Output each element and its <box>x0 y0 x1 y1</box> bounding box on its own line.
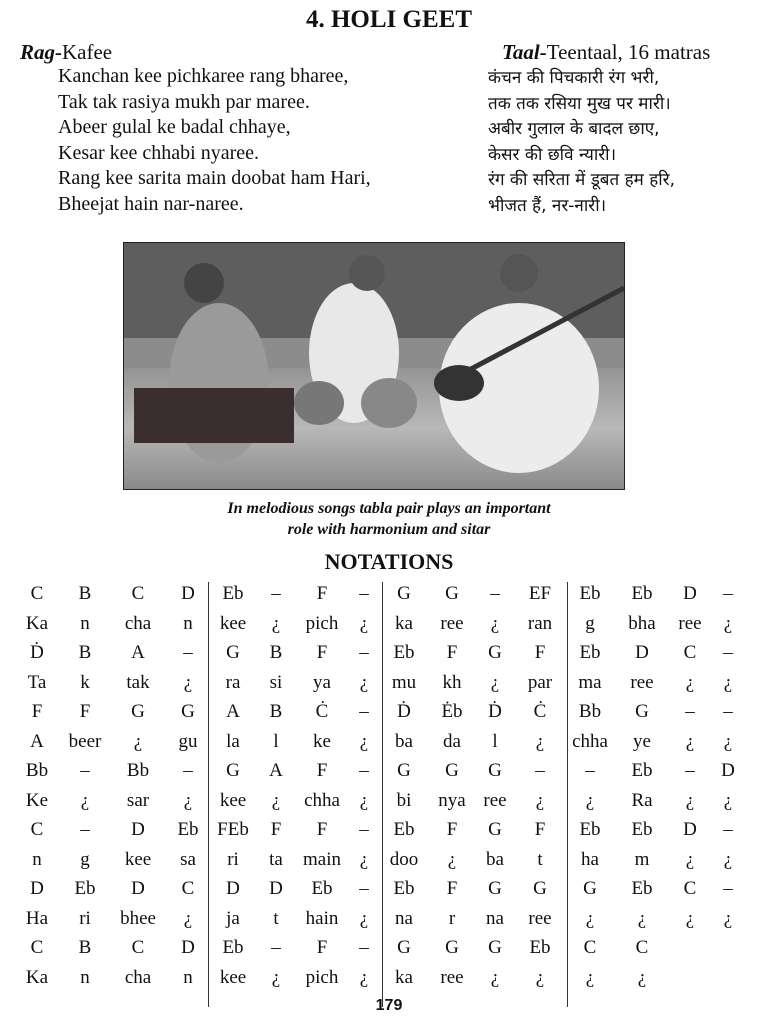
swar-note: F <box>316 642 328 663</box>
lyric-syllable: ¿ <box>359 730 369 752</box>
swar-note: G <box>488 642 502 663</box>
swar-note: – <box>80 760 90 781</box>
swar-note: EF <box>528 583 552 604</box>
lyric-syllable: ¿ <box>183 907 193 929</box>
swar-note: G <box>488 878 502 899</box>
swar-note: Eb <box>311 878 333 899</box>
swar-note: – <box>183 760 193 781</box>
swar-note: FEb <box>217 819 249 840</box>
lyric-syllable: ¿ <box>490 612 500 634</box>
swar-note: Ḋ <box>30 642 44 663</box>
swar-note: – <box>723 642 733 663</box>
lyric-syllable: kee <box>124 848 152 870</box>
swar-note: G <box>488 937 502 958</box>
lyric-syllable: ¿ <box>271 966 281 988</box>
lyric-syllable: n <box>183 966 193 988</box>
lyric-syllable: chha <box>572 730 608 752</box>
lyric-syllable: ¿ <box>447 848 457 870</box>
swar-note: D <box>131 819 145 840</box>
lyric-syllable: ka <box>395 966 413 988</box>
swar-note: D <box>181 583 195 604</box>
lyric-syllable: ba <box>395 730 413 752</box>
swar-note: Eb <box>222 937 244 958</box>
swar-note: G <box>226 642 240 663</box>
lyric-syllable: ¿ <box>535 789 545 811</box>
swar-note: Eb <box>393 819 415 840</box>
swar-note: Ċ <box>533 701 547 722</box>
swar-note: C <box>30 583 44 604</box>
lyric-syllable: ¿ <box>723 671 733 693</box>
lyric-syllable: doo <box>389 848 419 870</box>
notations-heading: NOTATIONS <box>324 549 454 574</box>
lyric-syllable: l <box>273 730 279 752</box>
hindi-line: कंचन की पिचकारी रंग भरी, <box>488 68 660 88</box>
swar-note: – <box>80 819 90 840</box>
lyric-syllable: t <box>537 848 543 870</box>
lyric-syllable: kh <box>442 671 462 693</box>
lyric-syllable: n <box>32 848 42 870</box>
hindi-line: तक तक रसिया मुख पर मारी। <box>488 93 671 114</box>
swar-note: Eb <box>631 878 653 899</box>
swar-note: C <box>583 937 597 958</box>
swar-note: Eb <box>631 760 653 781</box>
lyric-syllable: ¿ <box>359 848 369 870</box>
swar-note: Eb <box>74 878 96 899</box>
swar-note: C <box>131 583 145 604</box>
swar-note: F <box>316 937 328 958</box>
lyric-syllable: ¿ <box>685 907 695 929</box>
lyric-syllable: n <box>80 966 90 988</box>
lyric-syllable: hain <box>305 907 339 929</box>
swar-note: – <box>183 642 193 663</box>
lyric-syllable: ke <box>313 730 331 752</box>
lyric-syllable: ree <box>528 907 552 929</box>
lyric-syllable: ¿ <box>359 612 369 634</box>
swar-note: D <box>721 760 735 781</box>
lyric-syllable: ¿ <box>133 730 143 752</box>
lyric-syllable: ¿ <box>535 966 545 988</box>
lyric-syllable: n <box>183 612 193 634</box>
lyric-syllable: da <box>443 730 461 752</box>
lyric-syllable: ¿ <box>535 730 545 752</box>
swar-note: D <box>635 642 649 663</box>
lyric-syllable: Ka <box>25 612 49 634</box>
lyric-syllable: ree <box>440 966 464 988</box>
swar-note: F <box>446 642 458 663</box>
lyric-syllable: ree <box>483 789 507 811</box>
lyric-syllable: ¿ <box>685 789 695 811</box>
lyric-syllable: sa <box>180 848 196 870</box>
swar-note: Ċ <box>315 701 329 722</box>
lyric-syllable: tak <box>126 671 150 693</box>
lyric-syllable: Ke <box>25 789 49 811</box>
lyric-syllable: la <box>226 730 240 752</box>
swar-note: Eb <box>631 819 653 840</box>
lyric-syllable: beer <box>68 730 102 752</box>
lyric-syllable: ree <box>630 671 654 693</box>
swar-note: F <box>316 760 328 781</box>
swar-note: B <box>269 642 283 663</box>
swar-note: – <box>359 642 369 663</box>
lyric-line: Abeer gulal ke badal chhaye, <box>58 116 291 139</box>
hindi-line: रंग की सरिता में डूबत हम हरि, <box>488 170 675 191</box>
swar-note: D <box>131 878 145 899</box>
swar-note: – <box>359 819 369 840</box>
hindi-line: भीजत हैं, नर-नारी। <box>488 195 607 216</box>
lyric-syllable: Ha <box>25 907 49 929</box>
swar-note: D <box>30 878 44 899</box>
lyric-syllable: ra <box>225 671 241 693</box>
vibhag-divider <box>382 582 383 1007</box>
swar-note: F <box>534 819 546 840</box>
swar-note: – <box>359 583 369 604</box>
lyric-syllable: ¿ <box>585 907 595 929</box>
lyric-syllable: ya <box>313 671 331 693</box>
swar-note: G <box>488 819 502 840</box>
lyric-syllable: ¿ <box>490 671 500 693</box>
caption-line: In melodious songs tabla pair plays an important <box>227 500 551 517</box>
lyric-syllable: ¿ <box>490 966 500 988</box>
swar-note: – <box>271 937 281 958</box>
lyric-syllable: ka <box>395 612 413 634</box>
swar-note: G <box>397 583 411 604</box>
swar-note: F <box>534 642 546 663</box>
lyric-syllable: sar <box>126 789 150 811</box>
swar-note: D <box>226 878 240 899</box>
lyric-syllable: gu <box>178 730 198 752</box>
swar-note: G <box>397 937 411 958</box>
lyric-syllable: ¿ <box>183 789 193 811</box>
swar-note: Ḋ <box>397 701 411 722</box>
lyric-syllable: ¿ <box>359 789 369 811</box>
swar-note: B <box>78 583 92 604</box>
lyric-syllable: ¿ <box>359 907 369 929</box>
vibhag-divider <box>208 582 209 1007</box>
swar-note: A <box>131 642 145 663</box>
swar-note: Eb <box>393 878 415 899</box>
swar-note: G <box>397 760 411 781</box>
swar-note: B <box>78 937 92 958</box>
lyric-syllable: ¿ <box>723 848 733 870</box>
lyric-syllable: A <box>30 730 44 752</box>
swar-note: – <box>359 878 369 899</box>
swar-note: G <box>445 937 459 958</box>
swar-note: – <box>535 760 545 781</box>
swar-note: Ḋ <box>488 701 502 722</box>
swar-note: Eb <box>579 642 601 663</box>
lyric-syllable: pich <box>305 612 339 634</box>
swar-note: F <box>270 819 282 840</box>
swar-note: G <box>635 701 649 722</box>
lyric-syllable: ba <box>486 848 504 870</box>
lyric-syllable: kee <box>219 966 247 988</box>
swar-note: A <box>226 701 240 722</box>
lyric-line: Kanchan kee pichkaree rang bharee, <box>58 65 349 87</box>
lyric-syllable: cha <box>124 612 152 634</box>
lyric-syllable: mu <box>391 671 417 693</box>
lyric-syllable: k <box>80 671 90 693</box>
swar-note: G <box>181 701 195 722</box>
swar-note: Bb <box>126 760 150 781</box>
swar-note: Eb <box>529 937 551 958</box>
lyric-syllable: Ka <box>25 966 49 988</box>
taal-key: Taal- <box>502 40 547 64</box>
lyric-syllable: r <box>448 907 456 929</box>
vibhag-divider <box>567 582 568 1007</box>
lyric-syllable: ha <box>581 848 599 870</box>
page-number: 179 <box>375 997 403 1014</box>
lyric-syllable: nya <box>438 789 466 811</box>
swar-note: F <box>79 701 91 722</box>
swar-note: – <box>723 701 733 722</box>
lyric-syllable: ¿ <box>723 907 733 929</box>
swar-note: – <box>359 701 369 722</box>
swar-note: F <box>446 878 458 899</box>
lyric-syllable: t <box>273 907 279 929</box>
swar-note: C <box>683 878 697 899</box>
swar-note: F <box>316 819 328 840</box>
swar-note: Eb <box>393 642 415 663</box>
swar-note: Eb <box>579 583 601 604</box>
lyric-syllable: bi <box>396 789 412 811</box>
lyric-syllable: Ta <box>27 671 47 693</box>
hindi-line: अबीर गुलाल के बादल छाए, <box>488 119 660 140</box>
lyric-syllable: ye <box>633 730 651 752</box>
taal-value: Teentaal, 16 matras <box>546 40 711 64</box>
lyric-syllable: n <box>80 612 90 634</box>
swar-note: Bb <box>578 701 602 722</box>
swar-note: G <box>583 878 597 899</box>
swar-note: D <box>683 819 697 840</box>
swar-note: C <box>683 642 697 663</box>
lyric-syllable: ¿ <box>359 966 369 988</box>
swar-note: – <box>490 583 500 604</box>
lyric-syllable: ¿ <box>271 789 281 811</box>
swar-note: G <box>445 760 459 781</box>
lyric-syllable: kee <box>219 612 247 634</box>
lyric-syllable: g <box>80 848 90 870</box>
lyric-syllable: par <box>527 671 553 693</box>
lyric-syllable: ma <box>578 671 602 693</box>
musicians-photo <box>123 242 625 490</box>
swar-note: – <box>723 878 733 899</box>
swar-note: – <box>685 760 695 781</box>
swar-note: C <box>30 937 44 958</box>
swar-note: G <box>131 701 145 722</box>
lyric-syllable: ¿ <box>80 789 90 811</box>
swar-note: G <box>488 760 502 781</box>
hindi-lyrics <box>488 66 675 220</box>
hindi-line: केसर की छवि न्यारी। <box>488 144 617 165</box>
swar-note: – <box>723 583 733 604</box>
lyric-syllable: ¿ <box>585 789 595 811</box>
lyric-syllable: ¿ <box>723 612 733 634</box>
lyric-syllable: na <box>486 907 504 929</box>
swar-note: F <box>446 819 458 840</box>
lyric-syllable: ¿ <box>637 907 647 929</box>
lyric-syllable: bhee <box>120 907 156 929</box>
lyric-syllable: ree <box>678 612 702 634</box>
swar-note: G <box>445 583 459 604</box>
swar-note: G <box>226 760 240 781</box>
lyric-line: Rang kee sarita main doobat ham Hari, <box>58 167 371 190</box>
lyric-syllable: na <box>395 907 413 929</box>
lyric-syllable: chha <box>304 789 340 811</box>
english-lyrics <box>58 64 371 218</box>
lyric-line: Tak tak rasiya mukh par maree. <box>58 90 310 113</box>
lyric-syllable: ¿ <box>723 730 733 752</box>
lyric-syllable: Ra <box>631 789 653 811</box>
rag-value: Kafee <box>62 40 113 64</box>
lyric-syllable: ¿ <box>183 671 193 693</box>
lyric-syllable: ¿ <box>637 966 647 988</box>
photo-caption <box>0 498 778 540</box>
page-title: 4. HOLI GEET <box>305 6 472 33</box>
lyric-syllable: l <box>492 730 498 752</box>
swar-note: – <box>585 760 595 781</box>
swar-note: D <box>683 583 697 604</box>
swar-note: C <box>131 937 145 958</box>
swar-note: G <box>533 878 547 899</box>
lyric-syllable: ree <box>440 612 464 634</box>
lyric-syllable: ¿ <box>685 671 695 693</box>
lyric-syllable: ran <box>527 612 553 634</box>
swar-note: – <box>359 937 369 958</box>
lyric-syllable: ¿ <box>271 612 281 634</box>
lyric-syllable: pich <box>305 966 339 988</box>
swar-note: Bb <box>25 760 49 781</box>
swar-note: B <box>269 701 283 722</box>
lyric-syllable: ¿ <box>723 789 733 811</box>
swar-note: D <box>181 937 195 958</box>
swar-note: Eb <box>579 819 601 840</box>
lyric-syllable: si <box>269 671 283 693</box>
swar-note: C <box>635 937 649 958</box>
taal-label <box>502 40 710 65</box>
swar-note: – <box>359 760 369 781</box>
lyric-syllable: ¿ <box>359 671 369 693</box>
swar-note: – <box>271 583 281 604</box>
lyric-line: Kesar kee chhabi nyaree. <box>58 141 259 164</box>
swar-note: – <box>723 819 733 840</box>
swar-note: F <box>31 701 43 722</box>
rag-key: Rag- <box>20 40 62 64</box>
swar-note: F <box>316 583 328 604</box>
swar-note: A <box>269 760 283 781</box>
lyric-syllable: cha <box>124 966 152 988</box>
lyric-syllable: ¿ <box>685 730 695 752</box>
lyric-syllable: kee <box>219 789 247 811</box>
lyric-syllable: ri <box>227 848 239 870</box>
lyric-syllable: ri <box>79 907 91 929</box>
rag-label <box>20 40 112 65</box>
lyric-syllable: g <box>585 612 595 634</box>
lyric-syllable: main <box>303 848 341 870</box>
lyric-syllable: ja <box>226 907 240 929</box>
swar-note: Eb <box>177 819 199 840</box>
swar-note: B <box>78 642 92 663</box>
swar-note: D <box>269 878 283 899</box>
photo-illustration <box>124 243 625 490</box>
lyric-syllable: ta <box>269 848 283 870</box>
lyric-syllable: ¿ <box>685 848 695 870</box>
swar-note: C <box>181 878 195 899</box>
caption-line: role with harmonium and sitar <box>287 521 491 538</box>
lyric-syllable: ¿ <box>585 966 595 988</box>
swar-note: Eb <box>222 583 244 604</box>
swar-note: C <box>30 819 44 840</box>
lyric-syllable: bha <box>628 612 656 634</box>
swar-note: Eb <box>631 583 653 604</box>
lyric-syllable: m <box>634 848 650 870</box>
swar-note: Ėb <box>441 701 463 722</box>
swar-note: – <box>685 701 695 722</box>
lyric-line: Bheejat hain nar-naree. <box>58 192 244 215</box>
